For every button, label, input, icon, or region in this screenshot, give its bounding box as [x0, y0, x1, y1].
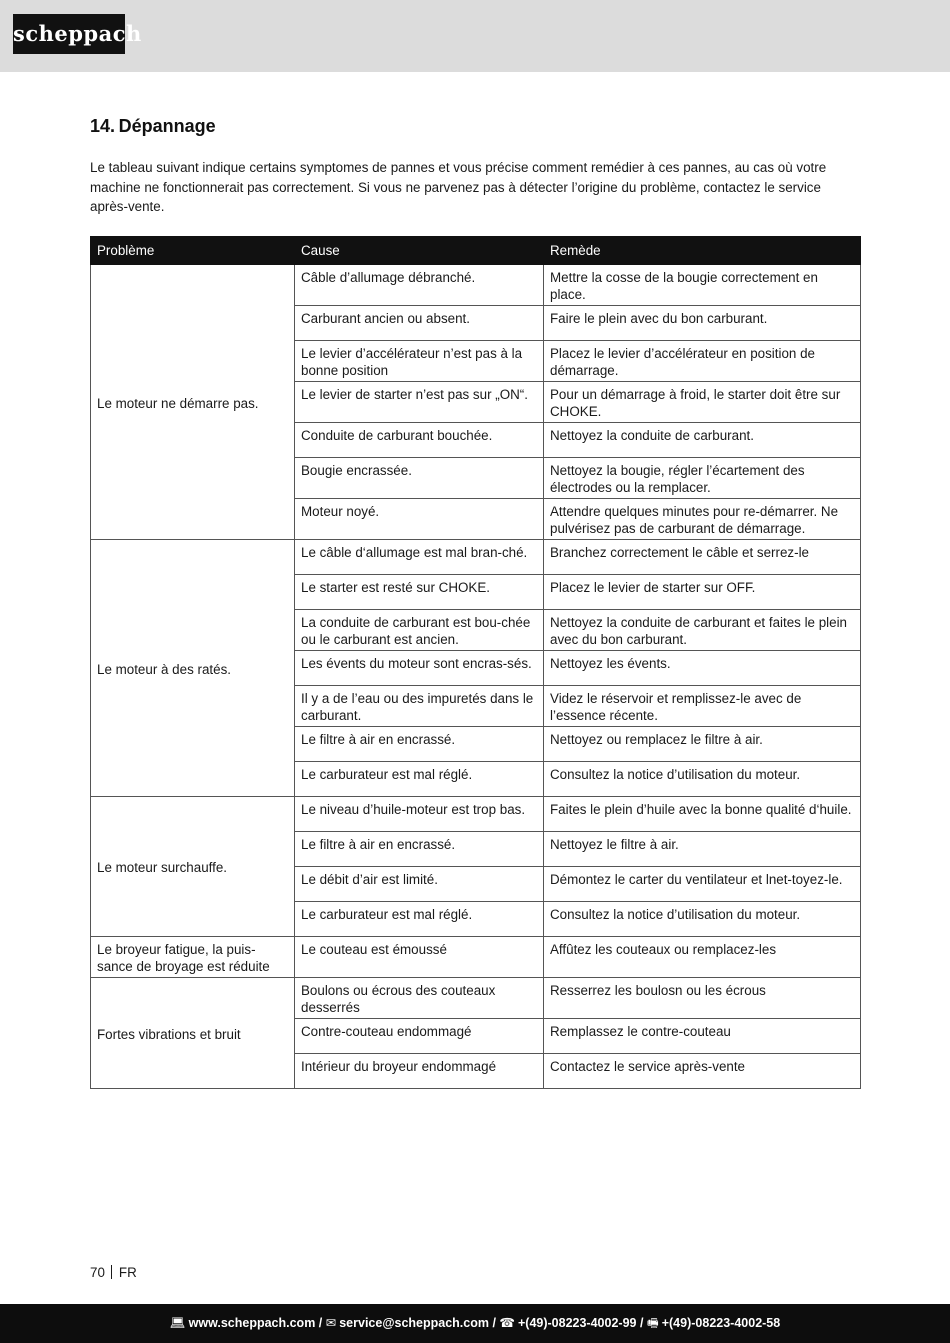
table-header-row	[91, 237, 861, 265]
remedy-cell: Mettre la cosse de la bougie correctement en place.	[544, 265, 861, 306]
footer-fax: +(49)-08223-4002-58	[661, 1316, 781, 1330]
cause-cell: Câble d’allumage débranché.	[295, 265, 544, 306]
problem-cell: Le moteur ne démarre pas.	[91, 265, 295, 540]
table-row	[91, 265, 861, 306]
remedy-cell: Nettoyez ou remplacez le filtre à air.	[544, 727, 861, 762]
remedy-cell: Nettoyez la bougie, régler l’écartement des électrodes ou la remplacer.	[544, 458, 861, 499]
cause-cell: Le carburateur est mal réglé.	[295, 902, 544, 937]
cause-cell: Carburant ancien ou absent.	[295, 306, 544, 341]
remedy-cell: Resserrez les boulosn ou les écrous	[544, 978, 861, 1019]
table-row	[91, 978, 861, 1019]
troubleshooting-table	[90, 236, 861, 1089]
phone-icon: ☎︎	[499, 1316, 515, 1330]
header-problem: Problème	[91, 237, 295, 265]
cause-cell: Le débit d’air est limité.	[295, 867, 544, 902]
footer-separator: /	[315, 1316, 326, 1330]
cause-cell: Les évents du moteur sont encras-sés.	[295, 651, 544, 686]
page-number	[90, 1265, 137, 1280]
fax-icon: 🖷︎	[646, 1316, 659, 1330]
remedy-cell: Faire le plein avec du bon carburant.	[544, 306, 861, 341]
table-row	[91, 937, 861, 978]
remedy-cell: Pour un démarrage à froid, le starter doit être sur CHOKE.	[544, 382, 861, 423]
cause-cell: Boulons ou écrous des couteaux desserrés	[295, 978, 544, 1019]
problem-cell: Le moteur à des ratés.	[91, 540, 295, 797]
remedy-cell: Placez le levier de starter sur OFF.	[544, 575, 861, 610]
table-row	[91, 540, 861, 575]
header-band	[0, 0, 950, 72]
cause-cell: Bougie encrassée.	[295, 458, 544, 499]
header-remedy: Remède	[544, 237, 861, 265]
table-row	[91, 797, 861, 832]
cause-cell: La conduite de carburant est bou-chée ou le carburant est ancien.	[295, 610, 544, 651]
remedy-cell: Affûtez les couteaux ou remplacez-les	[544, 937, 861, 978]
email-icon: ✉︎	[325, 1316, 337, 1330]
cause-cell: Le câble d‘allumage est mal bran-ché.	[295, 540, 544, 575]
cause-cell: Le niveau d’huile-moteur est trop bas.	[295, 797, 544, 832]
intro-paragraph: Le tableau suivant indique certains symptomes de pannes et vous précise comment remédier à ces pannes, au cas où votre machine ne fonctionnerait pas correctement. Si vous ne parvenez pas à détecter l’origine du problème, contactez le service après-vente.	[90, 160, 827, 214]
scheppach-logo: scheppach	[13, 14, 125, 54]
remedy-cell: Consultez la notice d’utilisation du moteur.	[544, 902, 861, 937]
remedy-cell: Placez le levier d’accélérateur en position de démarrage.	[544, 341, 861, 382]
remedy-cell: Branchez correctement le câble et serrez-le	[544, 540, 861, 575]
remedy-cell: Remplassez le contre-couteau	[544, 1019, 861, 1054]
footer-phone: +(49)-08223-4002-99	[517, 1316, 637, 1330]
cause-cell: Le starter est resté sur CHOKE.	[295, 575, 544, 610]
computer-icon: 💻︎	[169, 1316, 186, 1330]
remedy-cell: Démontez le carter du ventilateur et lnet-toyez-le.	[544, 867, 861, 902]
remedy-cell: Videz le réservoir et remplissez-le avec de l’essence récente.	[544, 686, 861, 727]
cause-cell: Le levier d’accélérateur n’est pas à la bonne position	[295, 341, 544, 382]
remedy-cell: Contactez le service après-vente	[544, 1054, 861, 1089]
section-title: 14. Dépannage	[90, 116, 216, 136]
cause-cell: Contre-couteau endommagé	[295, 1019, 544, 1054]
cause-cell: Conduite de carburant bouchée.	[295, 423, 544, 458]
problem-cell: Le moteur surchauffe.	[91, 797, 295, 937]
page-language: FR	[118, 1265, 137, 1280]
cause-cell: Le couteau est émoussé	[295, 937, 544, 978]
cause-cell: Le carburateur est mal réglé.	[295, 762, 544, 797]
footer-email[interactable]: service@scheppach.com	[339, 1316, 489, 1330]
page-number-divider	[111, 1265, 112, 1279]
footer-separator: /	[488, 1316, 500, 1330]
footer-separator: /	[636, 1316, 647, 1330]
remedy-cell: Attendre quelques minutes pour re-démarrer. Ne pulvérisez pas de carburant de démarrage.	[544, 499, 861, 540]
remedy-cell: Faites le plein d’huile avec la bonne qualité d‘huile.	[544, 797, 861, 832]
footer-website[interactable]: www.scheppach.com	[188, 1316, 316, 1330]
page-number-value: 70	[90, 1265, 105, 1280]
cause-cell: Moteur noyé.	[295, 499, 544, 540]
remedy-cell: Consultez la notice d’utilisation du moteur.	[544, 762, 861, 797]
footer-band	[0, 1304, 950, 1343]
remedy-cell: Nettoyez la conduite de carburant et faites le plein avec du bon carburant.	[544, 610, 861, 651]
cause-cell: Le levier de starter n’est pas sur „ON“.	[295, 382, 544, 423]
problem-cell: Le broyeur fatigue, la puis-sance de broyage est réduite	[91, 937, 295, 978]
header-cause: Cause	[295, 237, 544, 265]
cause-cell: Il y a de l’eau ou des impuretés dans le carburant.	[295, 686, 544, 727]
problem-cell: Fortes vibrations et bruit	[91, 978, 295, 1089]
remedy-cell: Nettoyez le filtre à air.	[544, 832, 861, 867]
table-body	[91, 265, 861, 1089]
cause-cell: Le filtre à air en encrassé.	[295, 832, 544, 867]
cause-cell: Le filtre à air en encrassé.	[295, 727, 544, 762]
remedy-cell: Nettoyez les évents.	[544, 651, 861, 686]
remedy-cell: Nettoyez la conduite de carburant.	[544, 423, 861, 458]
cause-cell: Intérieur du broyeur endommagé	[295, 1054, 544, 1089]
